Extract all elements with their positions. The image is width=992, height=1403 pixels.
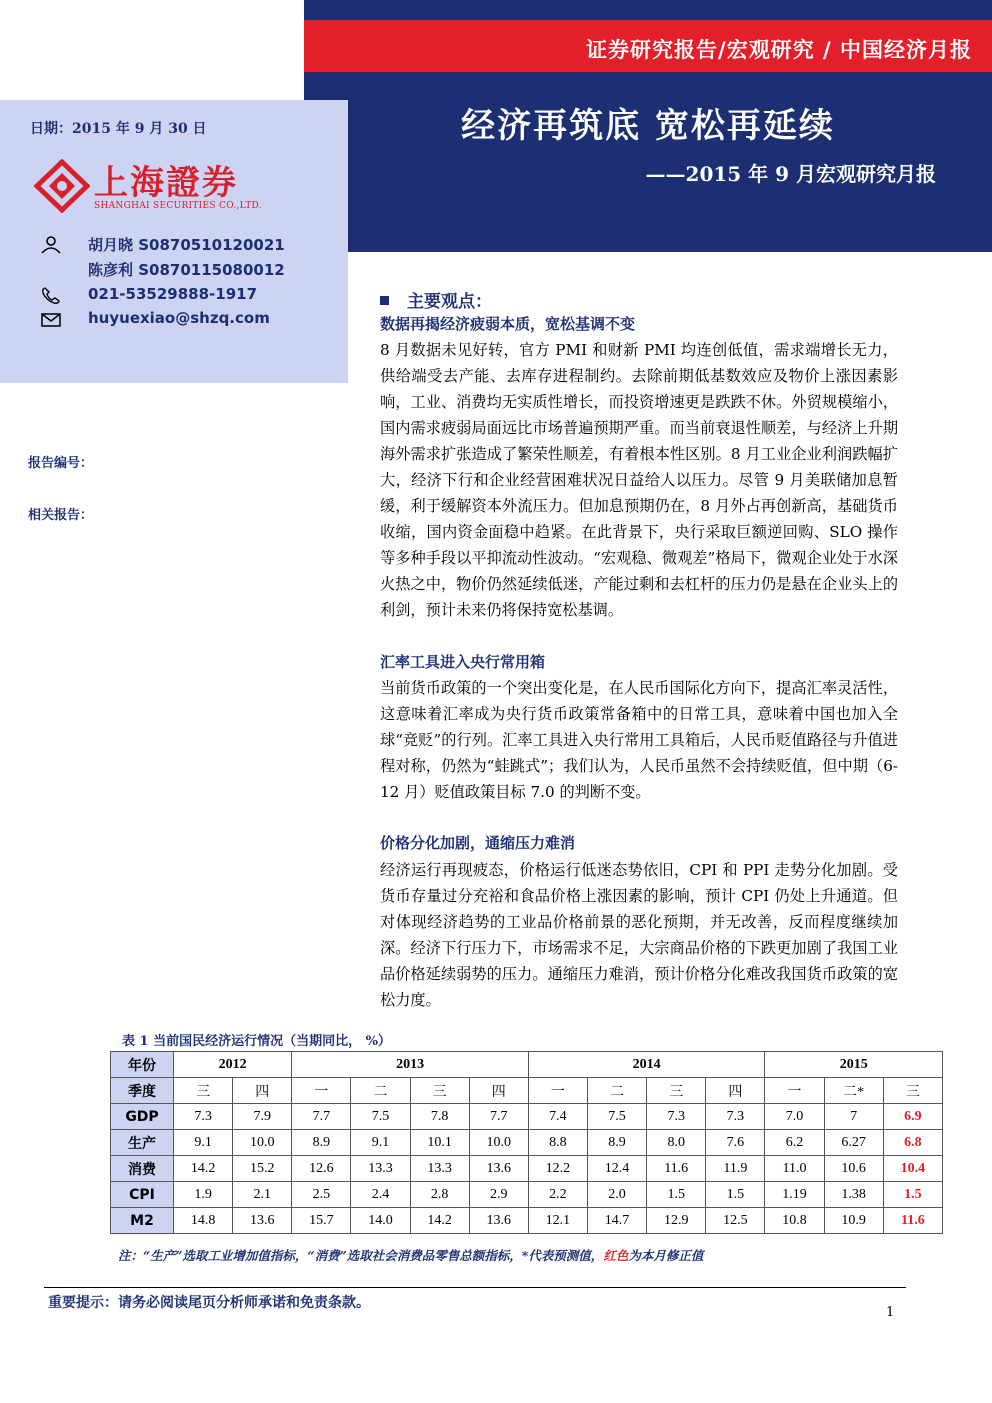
table-quarter-cell: 三 bbox=[883, 1078, 942, 1104]
table-cell: 14.7 bbox=[587, 1208, 646, 1234]
table-cell-revised: 10.4 bbox=[883, 1156, 942, 1182]
table-cell: 13.6 bbox=[469, 1208, 528, 1234]
table-cell: 7.3 bbox=[706, 1104, 765, 1130]
table-cell: 10.9 bbox=[824, 1208, 883, 1234]
table-cell: 8.0 bbox=[647, 1130, 706, 1156]
footer-divider bbox=[44, 1287, 906, 1288]
table-quarter-row bbox=[111, 1078, 943, 1104]
table-cell: 1.38 bbox=[824, 1182, 883, 1208]
table-cell: 10.8 bbox=[765, 1208, 824, 1234]
table-row bbox=[111, 1182, 943, 1208]
table-cell: 1.19 bbox=[765, 1182, 824, 1208]
mail-icon bbox=[40, 311, 62, 329]
table-cell: 7.8 bbox=[410, 1104, 469, 1130]
page-number: 1 bbox=[886, 1305, 895, 1320]
table-cell: 10.0 bbox=[233, 1130, 292, 1156]
table-cell: 12.4 bbox=[587, 1156, 646, 1182]
table-cell: 12.6 bbox=[292, 1156, 351, 1182]
table-cell: 2.0 bbox=[587, 1182, 646, 1208]
analyst-name-1: 胡月晓 S0870510120021 bbox=[88, 236, 285, 254]
table-cell-revised: 11.6 bbox=[883, 1208, 942, 1234]
table-cell-revised: 6.9 bbox=[883, 1104, 942, 1130]
table-cell: 2.1 bbox=[233, 1182, 292, 1208]
table-cell: 12.5 bbox=[706, 1208, 765, 1234]
report-series: 证券研究报告/宏观研究 / 中国经济月报 bbox=[586, 37, 972, 62]
report-number-label: 报告编号： bbox=[28, 456, 94, 471]
table-cell: 14.2 bbox=[410, 1208, 469, 1234]
table-cell: 13.3 bbox=[351, 1156, 410, 1182]
table-year-cell: 2012 bbox=[174, 1052, 292, 1078]
table-row-header: 季度 bbox=[111, 1078, 174, 1104]
table-cell: 7.4 bbox=[528, 1104, 587, 1130]
table-cell: 9.1 bbox=[174, 1130, 233, 1156]
footer-warning: 重要提示：请务必阅读尾页分析师承诺和免责条款。 bbox=[48, 1295, 370, 1311]
table-cell: 11.9 bbox=[706, 1156, 765, 1182]
table-cell: 7.5 bbox=[351, 1104, 410, 1130]
logo-english: SHANGHAI SECURITIES CO.,LTD. bbox=[94, 201, 262, 211]
table-cell: 13.3 bbox=[410, 1156, 469, 1182]
table-row bbox=[111, 1104, 943, 1130]
table-cell: 7.6 bbox=[706, 1130, 765, 1156]
table-quarter-cell: 二* bbox=[824, 1078, 883, 1104]
email-address[interactable]: huyuexiao@shzq.com bbox=[88, 309, 270, 327]
table-cell: 15.2 bbox=[233, 1156, 292, 1182]
table-quarter-cell: 一 bbox=[528, 1078, 587, 1104]
report-title: 经济再筑底 宽松再延续 bbox=[461, 106, 835, 146]
table-row bbox=[111, 1208, 943, 1234]
table-cell: 15.7 bbox=[292, 1208, 351, 1234]
section-title-3: 价格分化加剧，通缩压力难消 bbox=[380, 834, 576, 852]
table-cell: 13.6 bbox=[233, 1208, 292, 1234]
table-year-cell: 2014 bbox=[528, 1052, 765, 1078]
table-quarter-cell: 四 bbox=[469, 1078, 528, 1104]
table-quarter-cell: 一 bbox=[765, 1078, 824, 1104]
economy-table bbox=[110, 1051, 943, 1234]
table-row-header: GDP bbox=[111, 1104, 174, 1130]
table-cell: 6.27 bbox=[824, 1130, 883, 1156]
table-cell: 11.0 bbox=[765, 1156, 824, 1182]
table-cell: 7.3 bbox=[174, 1104, 233, 1130]
section-title-1: 数据再揭经济疲弱本质，宽松基调不变 bbox=[380, 315, 636, 333]
related-reports-label: 相关报告： bbox=[28, 508, 94, 523]
table-cell: 7.9 bbox=[233, 1104, 292, 1130]
company-logo bbox=[34, 155, 274, 217]
table-cell: 12.9 bbox=[647, 1208, 706, 1234]
table-cell: 12.1 bbox=[528, 1208, 587, 1234]
table-year-cell: 2013 bbox=[292, 1052, 529, 1078]
table-cell: 9.1 bbox=[351, 1130, 410, 1156]
analyst-name-2: 陈彦利 S0870115080012 bbox=[88, 261, 285, 279]
table-cell: 2.2 bbox=[528, 1182, 587, 1208]
table-row bbox=[111, 1130, 943, 1156]
table-quarter-cell: 四 bbox=[706, 1078, 765, 1104]
table-cell: 8.9 bbox=[587, 1130, 646, 1156]
table-cell-revised: 1.5 bbox=[883, 1182, 942, 1208]
table-row bbox=[111, 1156, 943, 1182]
table-cell: 10.0 bbox=[469, 1130, 528, 1156]
bullet-square-icon bbox=[380, 296, 389, 305]
table-cell-revised: 6.8 bbox=[883, 1130, 942, 1156]
table-cell: 12.2 bbox=[528, 1156, 587, 1182]
table-cell: 2.8 bbox=[410, 1182, 469, 1208]
table-quarter-cell: 三 bbox=[647, 1078, 706, 1104]
table-cell: 7.7 bbox=[469, 1104, 528, 1130]
table-cell: 14.2 bbox=[174, 1156, 233, 1182]
section-title-2: 汇率工具进入央行常用箱 bbox=[380, 653, 546, 671]
table-cell: 14.8 bbox=[174, 1208, 233, 1234]
table-quarter-cell: 二 bbox=[351, 1078, 410, 1104]
table-quarter-cell: 四 bbox=[233, 1078, 292, 1104]
table-cell: 7.3 bbox=[647, 1104, 706, 1130]
table-cell: 7 bbox=[824, 1104, 883, 1130]
table-cell: 7.5 bbox=[587, 1104, 646, 1130]
table-row-header: CPI bbox=[111, 1182, 174, 1208]
section-text-1: 8 月数据未见好转，官方 PMI 和财新 PMI 均连创低值，需求端增长无力，供给端受去产能、去库存进程制约。去除前期低基数效应及物价上涨因素影响，工业、消费均无实质性增长，而投资增速更是跌跌不休。外贸规模缩小，国内需求疲弱局面远比市场普遍预期严重。而当前衰退性顺差，与经济上升期海外需求扩张造成了繁荣性顺差，有着根本性区别。8 月工业企业利润跌幅扩大，经济下行和企业经营困难状况日益给人以压力。尽管 9 月美联储加息暂缓，利于缓解资本外流压力。但加息预期仍在，8 月外占再创新高，基础货币收缩，国内资金面稳中趋紧。在此背景下，央行采取巨额逆回购、SLO 操作等多种手段以平抑流动性波动。“宏观稳、微观差”格局下，微观企业处于水深火热之中，物价仍然延续低迷，产能过剩和去杠杆的压力仍是悬在企业头上的利剑，预计未来仍将保持宽松基调。 bbox=[380, 341, 898, 619]
table-row-header: 年份 bbox=[111, 1052, 174, 1078]
table-quarter-cell: 一 bbox=[292, 1078, 351, 1104]
logo-emblem-icon bbox=[34, 159, 90, 213]
section-text-2: 当前货币政策的一个突出变化是，在人民币国际化方向下，提高汇率灵活性，这意味着汇率成为央行货币政策常备箱中的日常工具，意味着中国也加入全球“竞贬”的行列。汇率工具进入央行常用工具箱后，人民币贬值路径与升值进程对称，仍然为“蛙跳式”；我们认为，人民币虽然不会持续贬值，但中期（6-12 月）贬值政策目标 7.0 的判断不变。 bbox=[380, 679, 898, 801]
table-row-header: 消费 bbox=[111, 1156, 174, 1182]
table-cell: 8.8 bbox=[528, 1130, 587, 1156]
table-row-header: M2 bbox=[111, 1208, 174, 1234]
table-year-cell: 2015 bbox=[765, 1052, 943, 1078]
report-subtitle: ——2015 年 9 月宏观研究月报 bbox=[645, 162, 936, 186]
section-text-3: 经济运行再现疲态，价格运行低迷态势依旧，CPI 和 PPI 走势分化加剧。受货币存量过分充裕和食品价格上涨因素的影响，预计 CPI 仍处上升通道。但对体现经济趋势的工业品价格前景的恶化预期，并无改善，反而程度继续加深。经济下行压力下，市场需求不足，大宗商品价格的下跌更加剧了我国工业品价格延续弱势的压力。通缩压力难消，预计价格分化难改我国货币政策的宽松力度。 bbox=[380, 861, 898, 1009]
table-quarter-cell: 三 bbox=[410, 1078, 469, 1104]
table-cell: 1.5 bbox=[706, 1182, 765, 1208]
phone-number: 021-53529888-1917 bbox=[88, 285, 258, 303]
table-cell: 2.4 bbox=[351, 1182, 410, 1208]
table-cell: 11.6 bbox=[647, 1156, 706, 1182]
table-cell: 10.1 bbox=[410, 1130, 469, 1156]
table-cell: 7.0 bbox=[765, 1104, 824, 1130]
table-cell: 10.6 bbox=[824, 1156, 883, 1182]
report-date: 日期：2015 年 9 月 30 日 bbox=[30, 121, 207, 137]
table-cell: 6.2 bbox=[765, 1130, 824, 1156]
table-cell: 14.0 bbox=[351, 1208, 410, 1234]
table-cell: 8.9 bbox=[292, 1130, 351, 1156]
table-quarter-cell: 二 bbox=[587, 1078, 646, 1104]
person-icon bbox=[40, 236, 62, 254]
table-note: 注：“生产”选取工业增加值指标，“消费”选取社会消费品零售总额指标，*代表预测值，红色为本月修正值 bbox=[118, 1248, 704, 1263]
table-cell: 1.5 bbox=[647, 1182, 706, 1208]
table-caption: 表 1 当前国民经济运行情况（当期同比， %） bbox=[122, 1034, 391, 1049]
table-quarter-cell: 三 bbox=[174, 1078, 233, 1104]
table-cell: 13.6 bbox=[469, 1156, 528, 1182]
table-year-row bbox=[111, 1052, 943, 1078]
table-row-header: 生产 bbox=[111, 1130, 174, 1156]
table-cell: 1.9 bbox=[174, 1182, 233, 1208]
key-views-heading: 主要观点： bbox=[380, 287, 492, 312]
table-cell: 2.9 bbox=[469, 1182, 528, 1208]
table-cell: 7.7 bbox=[292, 1104, 351, 1130]
table-cell: 2.5 bbox=[292, 1182, 351, 1208]
logo-name: 上海證券 bbox=[94, 163, 238, 203]
phone-icon bbox=[40, 287, 62, 305]
